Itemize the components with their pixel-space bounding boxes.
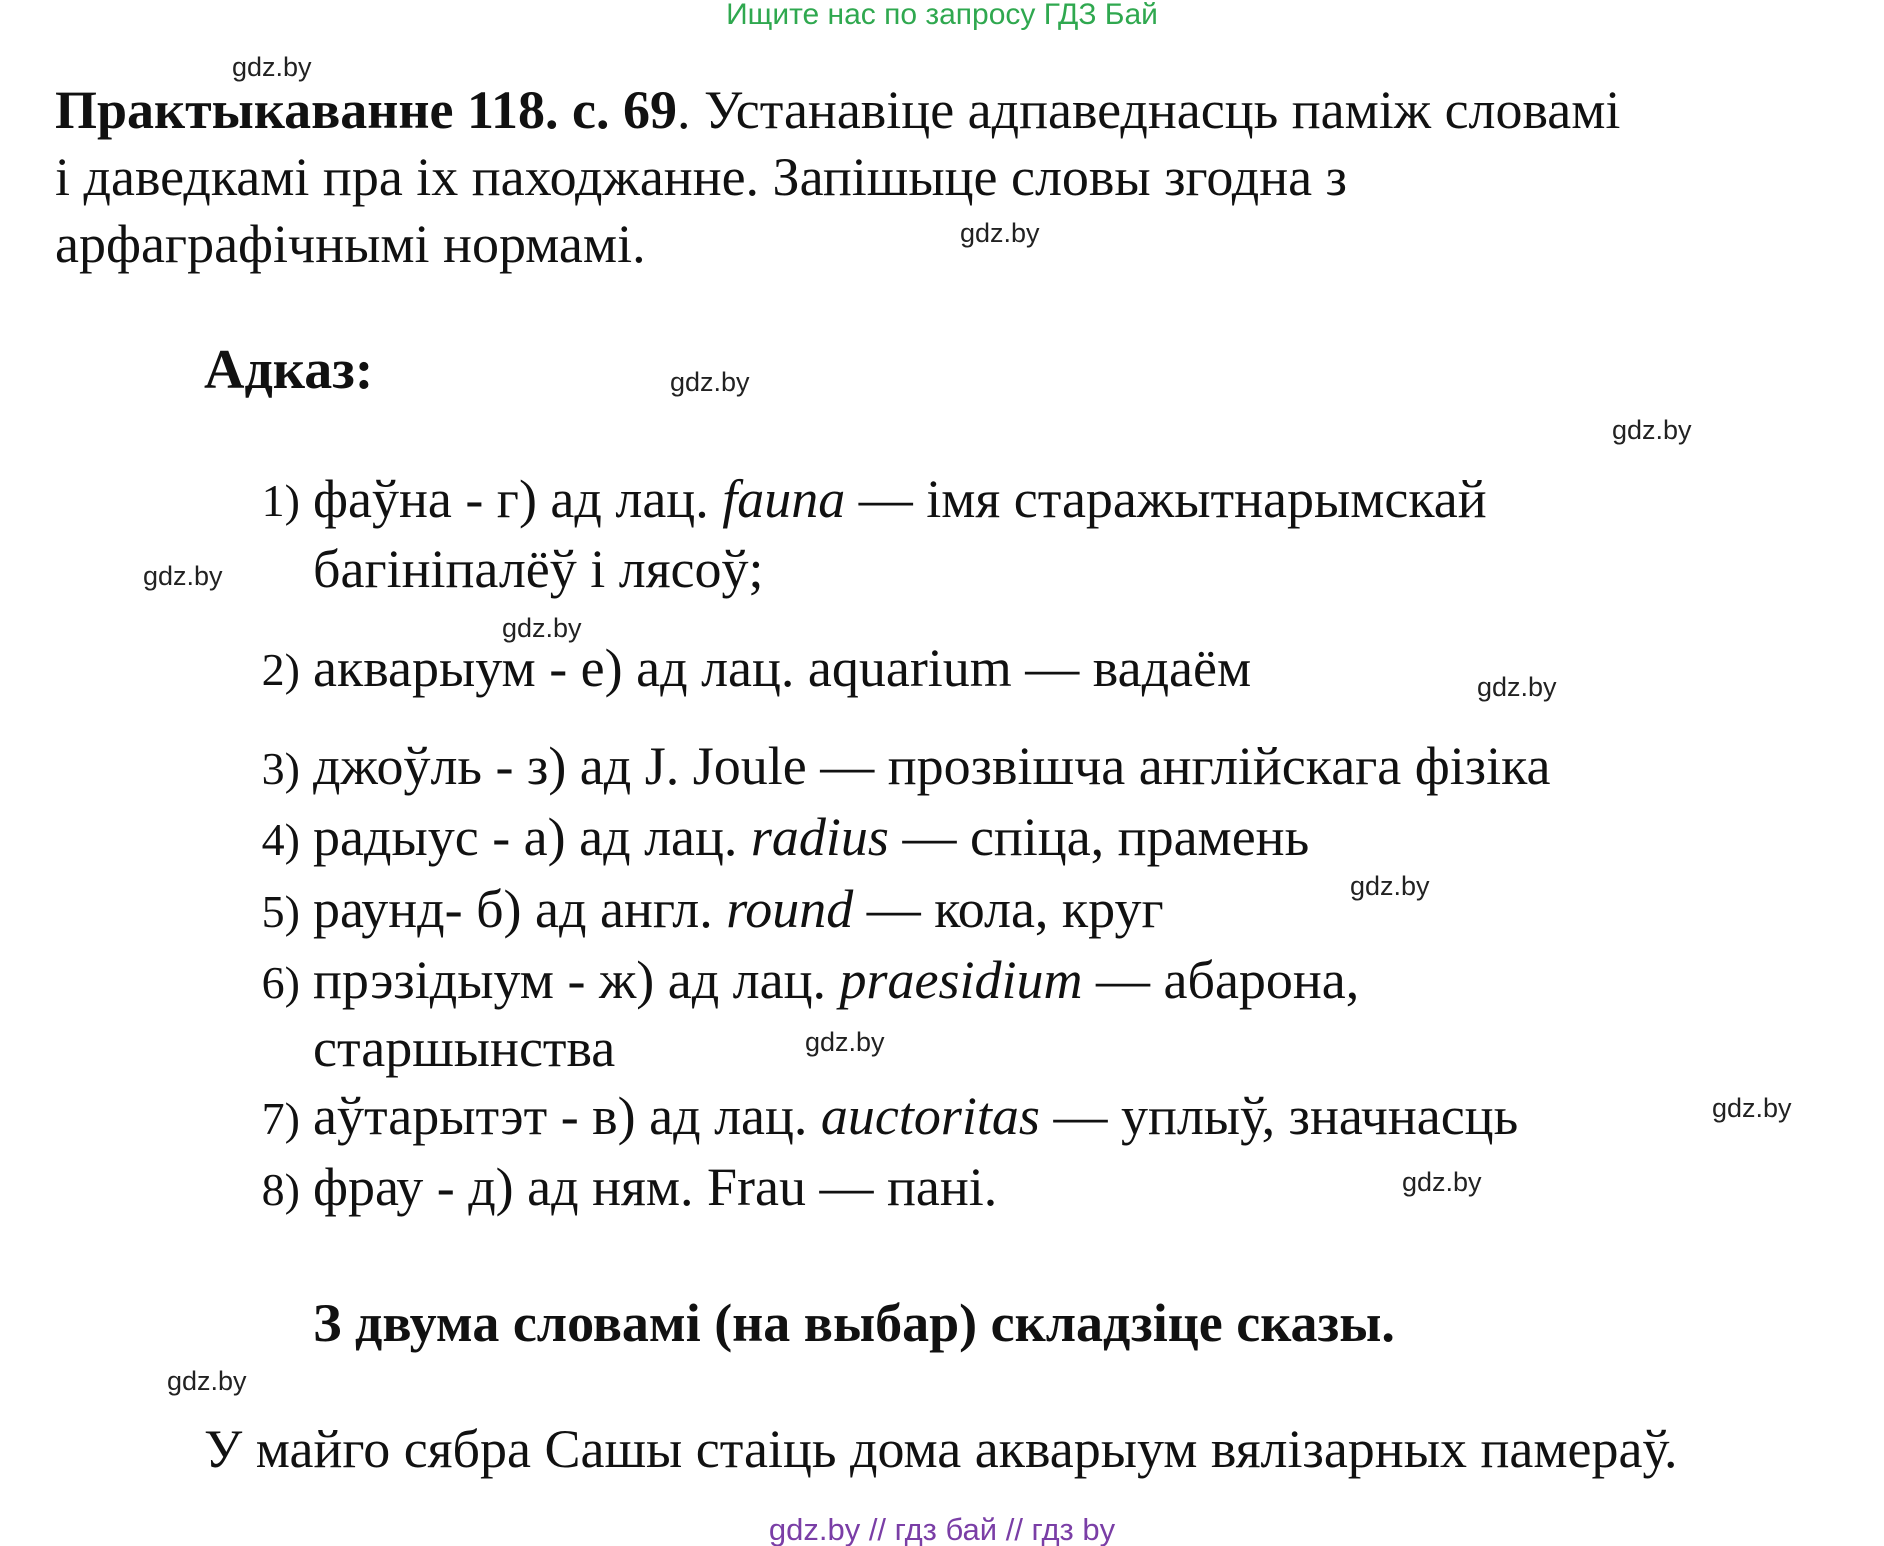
item-meaning: — спіца, прамень [888,807,1310,867]
item-word: praesidium [839,950,1083,1010]
answer-item [313,878,1164,940]
item-word: auctoritas [820,1086,1040,1146]
item-continuation: старшынства [313,1018,616,1078]
item-meaning: — кола, круг [853,879,1164,939]
answer-item: джоўль - з) ад J. Joule — прозвішча англійскага фізіка [313,736,1551,796]
item-number: 7) [261,1093,300,1144]
item-text: фаўна - г) ад лац. [313,469,723,529]
item-number: 2) [261,644,300,695]
item-text: раунд- б) ад англ. [313,879,727,939]
watermark: gdz.by [1477,672,1557,702]
item-number: 8) [261,1164,300,1215]
item-text: радыус - а) ад лац. [313,807,751,867]
watermark: gdz.by [1612,415,1692,445]
watermark: gdz.by [670,367,750,397]
footer-links[interactable]: gdz.by // гдз бай // гдз by [768,1512,1116,1546]
task-text: . Устанавіце адпаведнасць паміж словамі [676,80,1621,140]
answer-item: фрау - д) ад ням. Frau — пані. [313,1157,998,1217]
watermark: gdz.by [1350,871,1430,901]
item-number: 5) [261,886,300,937]
task-line-3: арфаграфічнымі нормамі. [55,214,646,274]
item-number: 4) [261,814,300,865]
item-text: аўтарытэт - в) ад лац. [313,1086,821,1146]
watermark: gdz.by [805,1027,885,1057]
watermark: gdz.by [1402,1167,1482,1197]
item-word: fauna [722,469,846,529]
task-line-1 [55,80,1620,140]
watermark: gdz.by [1712,1093,1792,1123]
task-title: Практыкаванне 118. с. 69 [55,80,677,140]
item-meaning: — імя старажытнарымскай [845,469,1487,529]
task-line-2: і даведкамі пра іх паходжанне. Запішыце словы згодна з [55,147,1347,207]
watermark: gdz.by [143,561,223,591]
top-banner[interactable]: Ищите нас по запросу ГДЗ Бай [726,0,1158,31]
answer-item [313,468,1487,530]
answer-item [313,949,1359,1011]
item-meaning: — абарона, [1082,950,1360,1010]
example-sentence: У майго сябра Сашы стаіць дома акварыум вялізарных памераў. [204,1419,1678,1479]
answer-item [313,1085,1518,1147]
section-title: З двума словамі (на выбар) складзіце сказы. [313,1293,1395,1353]
watermark: gdz.by [502,613,582,643]
item-number: 6) [261,957,300,1008]
answer-item: акварыум - е) ад лац. aquarium — вадаём [313,638,1252,698]
watermark: gdz.by [960,218,1040,248]
item-continuation: багініпалёў і лясоў; [313,539,764,599]
answer-label: Адказ: [204,339,374,401]
item-word: round [726,879,854,939]
item-number: 1) [261,475,300,526]
watermark: gdz.by [232,52,312,82]
item-number: 3) [261,743,300,794]
watermark: gdz.by [167,1366,247,1396]
answer-item [313,806,1309,868]
item-text: прэзідыум - ж) ад лац. [313,950,840,1010]
item-meaning: — уплыў, значнасць [1039,1086,1519,1146]
item-word: radius [750,807,889,867]
